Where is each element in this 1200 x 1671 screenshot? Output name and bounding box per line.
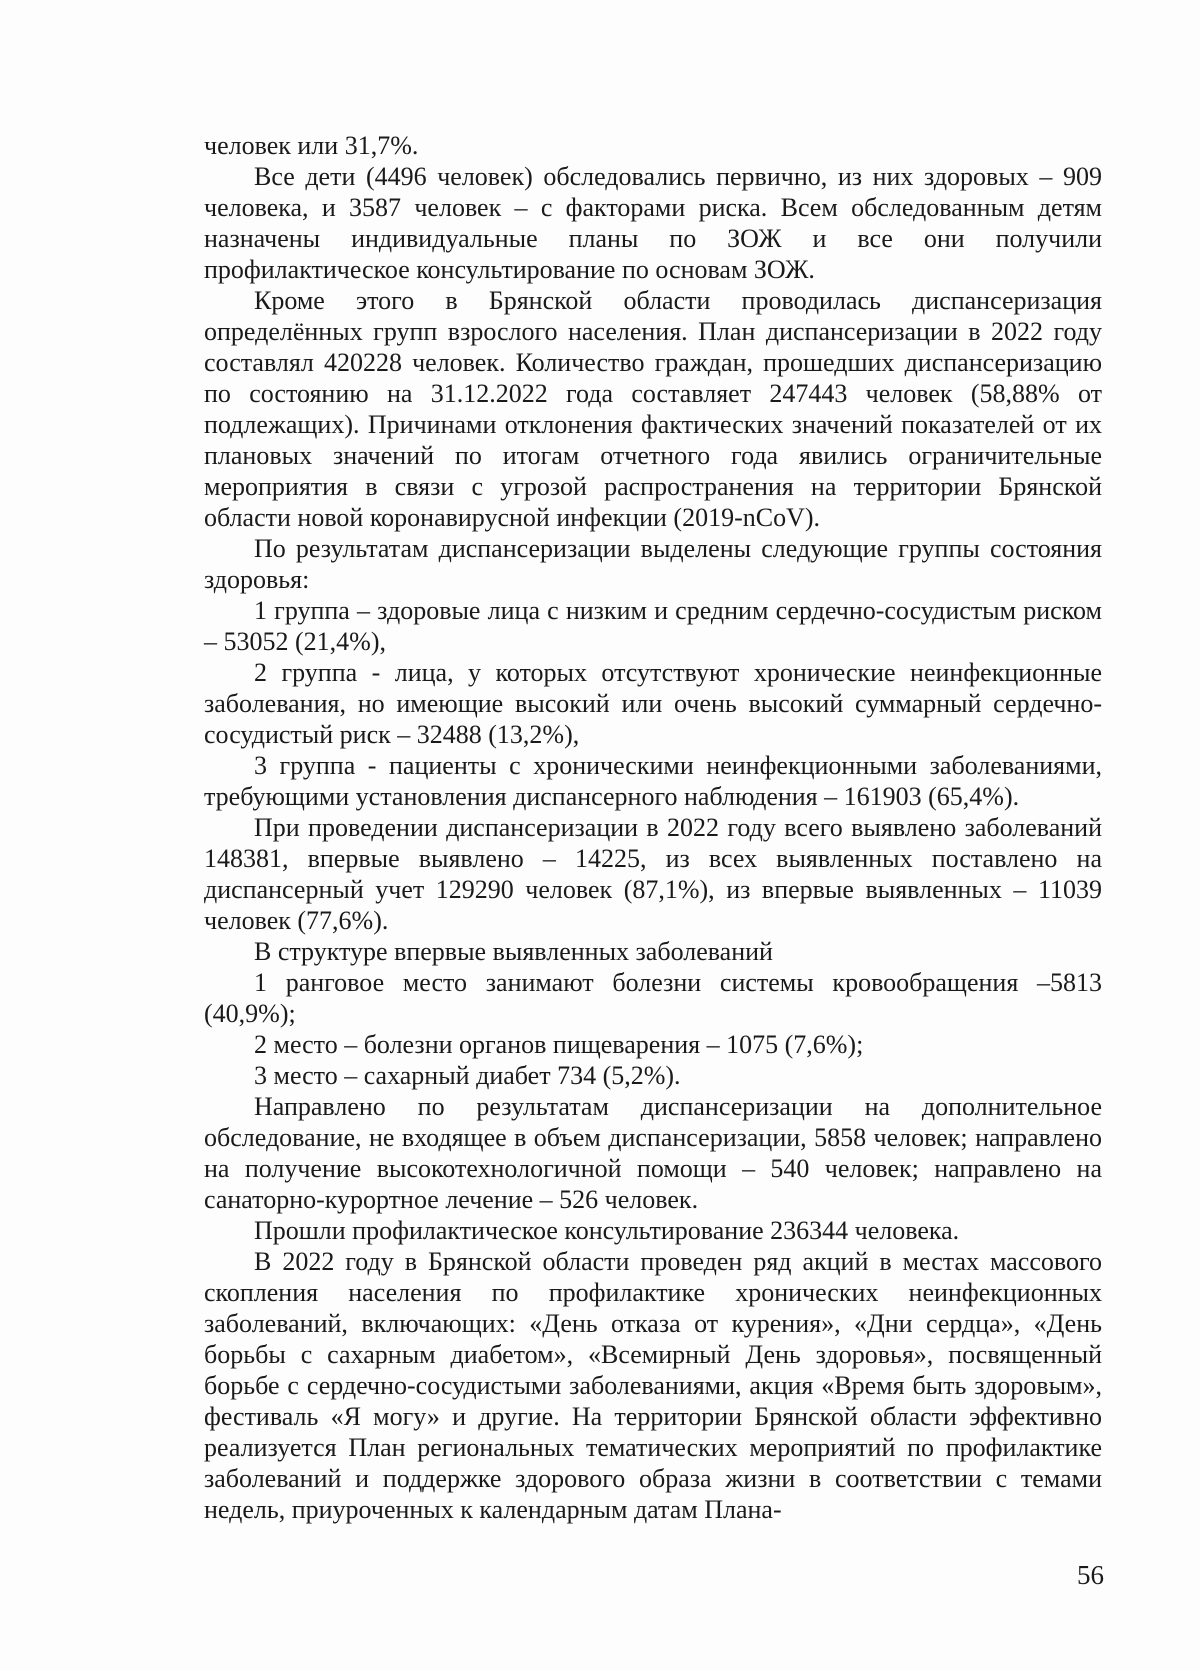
body-text [204,130,1102,1525]
paragraph-rank-3: 3 место – сахарный диабет 734 (5,2%). [254,1061,681,1090]
paragraph-campaigns: В 2022 году в Брянской области проведен ряд акций в местах массового скопления населения по профилактике хронических неинфекционных заболеваний, включающих: «День отказа от курения», «Дни сердца», «День борьбы с сахарным диабетом», «Всемирный День здоровья», посвященный борьбе с сердечно-сосудистыми заболеваниями, акция «Время быть здоровым», фестиваль «Я могу» и другие. На территории Брянской области эффективно реализуется План региональных тематических мероприятий по профилактике заболеваний и поддержке здорового образа жизни в соответствии с темами недель, приуроченных к календарным датам Плана- [204,1247,1102,1524]
paragraph-diseases-detected: При проведении диспансеризации в 2022 году всего выявлено заболеваний 148381, впервые выявлено – 14225, из всех выявленных поставлено на диспансерный учет 129290 человек (87,1%), из впервые выявленных – 11039 человек (77,6%). [204,813,1102,935]
paragraph-rank-2: 2 место – болезни органов пищеварения – 1075 (7,6%); [254,1030,864,1059]
paragraph-adult-dispensary: Кроме этого в Брянской области проводилась диспансеризация определённых групп взрослого населения. План диспансеризации в 2022 году составлял 420228 человек. Количество граждан, прошедших диспансеризацию по состоянию на 31.12.2022 года составляет 247443 человек (58,88% от подлежащих). Причинами отклонения фактических значений показателей от их плановых значений по итогам отчетного года явились ограничительные мероприятия в связи с угрозой распространения на территории Брянской области новой коронавирусной инфекции (2019-nCoV). [204,286,1102,532]
paragraph-group-2: 2 группа - лица, у которых отсутствуют хронические неинфекционные заболевания, но имеющие высокий или очень высокий суммарный сердечно-сосудистый риск – 32488 (13,2%), [204,658,1102,749]
paragraph-children-exam: Все дети (4496 человек) обследовались первично, из них здоровых – 909 человека, и 3587 человек – с факторами риска. Всем обследованным детям назначены индивидуальные планы по ЗОЖ и все они получили профилактическое консультирование по основам ЗОЖ. [204,162,1102,284]
paragraph-rank-1: 1 ранговое место занимают болезни системы кровообращения –5813 (40,9%); [204,968,1102,1028]
paragraph-structure-intro: В структуре впервые выявленных заболеваний [254,937,773,966]
paragraph-group-3: 3 группа - пациенты с хроническими неинфекционными заболеваниями, требующими установления диспансерного наблюдения – 161903 (65,4%). [204,751,1102,811]
page-number: 56 [1077,1560,1104,1590]
paragraph-group-1: 1 группа – здоровые лица с низким и средним сердечно-сосудистым риском – 53052 (21,4%), [204,596,1102,656]
paragraph-referrals: Направлено по результатам диспансеризации на дополнительное обследование, не входящее в объем диспансеризации, 5858 человек; направлено на получение высокотехнологичной помощи – 540 человек; направлено на санаторно-курортное лечение – 526 человек. [204,1092,1102,1214]
paragraph-consultations: Прошли профилактическое консультирование 236344 человека. [254,1216,960,1245]
paragraph-health-groups-intro: По результатам диспансеризации выделены следующие группы состояния здоровья: [204,534,1102,594]
paragraph-continuation: человек или 31,7%. [204,131,419,160]
